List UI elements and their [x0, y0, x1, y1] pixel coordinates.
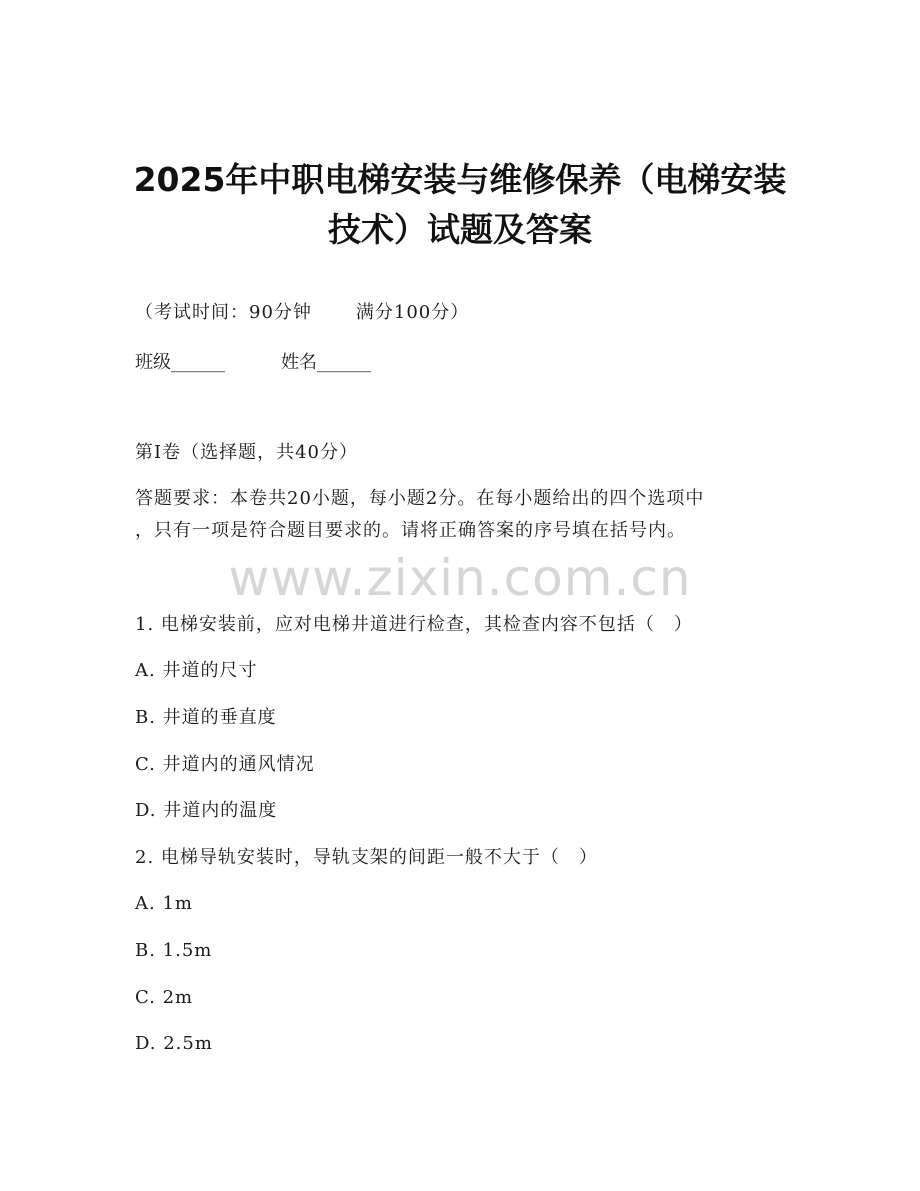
class-field: 班级______	[135, 352, 225, 373]
question-1-stem: 1. 电梯安装前，应对电梯井道进行检查，其检查内容不包括（ ）	[135, 614, 693, 635]
question-2-option-b: B. 1.5m	[135, 940, 213, 961]
question-2-option-c: C. 2m	[135, 987, 194, 1008]
exam-score: 满分100分）	[355, 302, 470, 323]
question-1-option-c: C. 井道内的通风情况	[135, 754, 315, 775]
document-title-line-1: 2025年中职电梯安装与维修保养（电梯安装	[133, 160, 787, 199]
question-2-option-a: A. 1m	[135, 893, 193, 914]
name-field: 姓名______	[281, 352, 371, 373]
question-1-option-b: B. 井道的垂直度	[135, 707, 277, 728]
question-1-option-a: A. 井道的尺寸	[135, 660, 258, 681]
document-title-line-2: 技术）试题及答案	[328, 210, 592, 249]
instructions-line-2: ，只有一项是符合题目要求的。请将正确答案的序号填在括号内。	[135, 520, 686, 541]
exam-time: （考试时间：90分钟	[135, 302, 312, 323]
student-info	[135, 350, 371, 376]
question-1-option-d: D. 井道内的温度	[135, 800, 278, 821]
question-2-option-d: D. 2.5m	[135, 1033, 213, 1054]
watermark: www.zixin.com.cn	[228, 549, 692, 607]
exam-info	[135, 300, 469, 326]
section-heading: 第I卷（选择题，共40分）	[135, 442, 359, 463]
instructions-line-1: 答题要求：本卷共20小题，每小题2分。在每小题给出的四个选项中	[135, 488, 705, 509]
question-2-stem: 2. 电梯导轨安装时，导轨支架的间距一般不大于（ ）	[135, 847, 598, 868]
